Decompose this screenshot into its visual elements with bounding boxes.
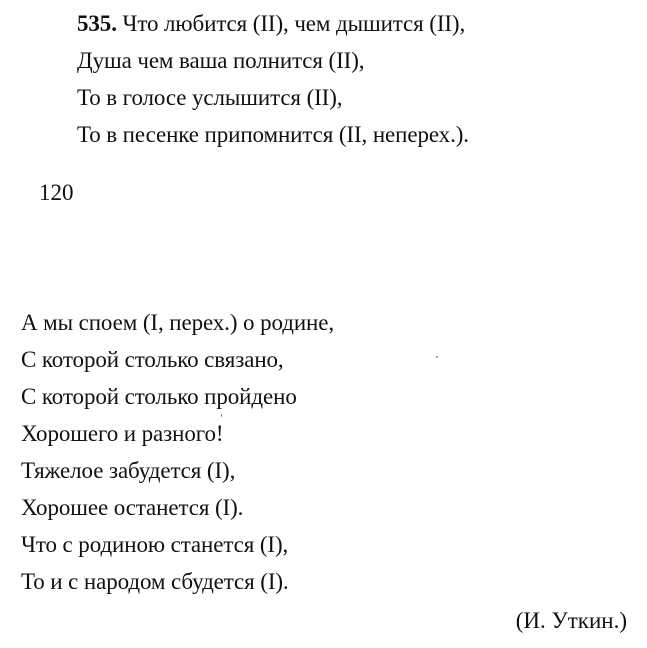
poem-line-3: С которой столько пройдено [21,384,297,409]
exercise-line-3: То в голосе услышится (II), [77,85,343,110]
poem-line-4: Хорошего и разного! [21,421,224,446]
scan-speck [436,356,438,358]
poem-line-1: А мы споем (I, перех.) о родине, [21,310,334,335]
poem-line-7: Что с родиною станется (I), [21,532,289,557]
exercise-line-1 [77,11,465,37]
exercise-line-4: То в песенке припомнится (II, неперех.). [77,122,469,147]
exercise-line-text: Что любится (II), чем дышится (II), [116,11,466,36]
scan-speck [221,414,222,417]
page-number: 120 [39,180,74,205]
poem-line-2: С которой столько связано, [21,347,284,372]
poem-line-8: То и с народом сбудется (I). [21,569,289,594]
exercise-line-2: Душа чем ваша полнится (II), [77,48,365,73]
poem-author: (И. Уткин.) [515,608,627,633]
poem-line-6: Хорошее останется (I). [21,495,244,520]
poem-line-5: Тяжелое забудется (I), [21,458,236,483]
exercise-number: 535. [77,11,117,36]
